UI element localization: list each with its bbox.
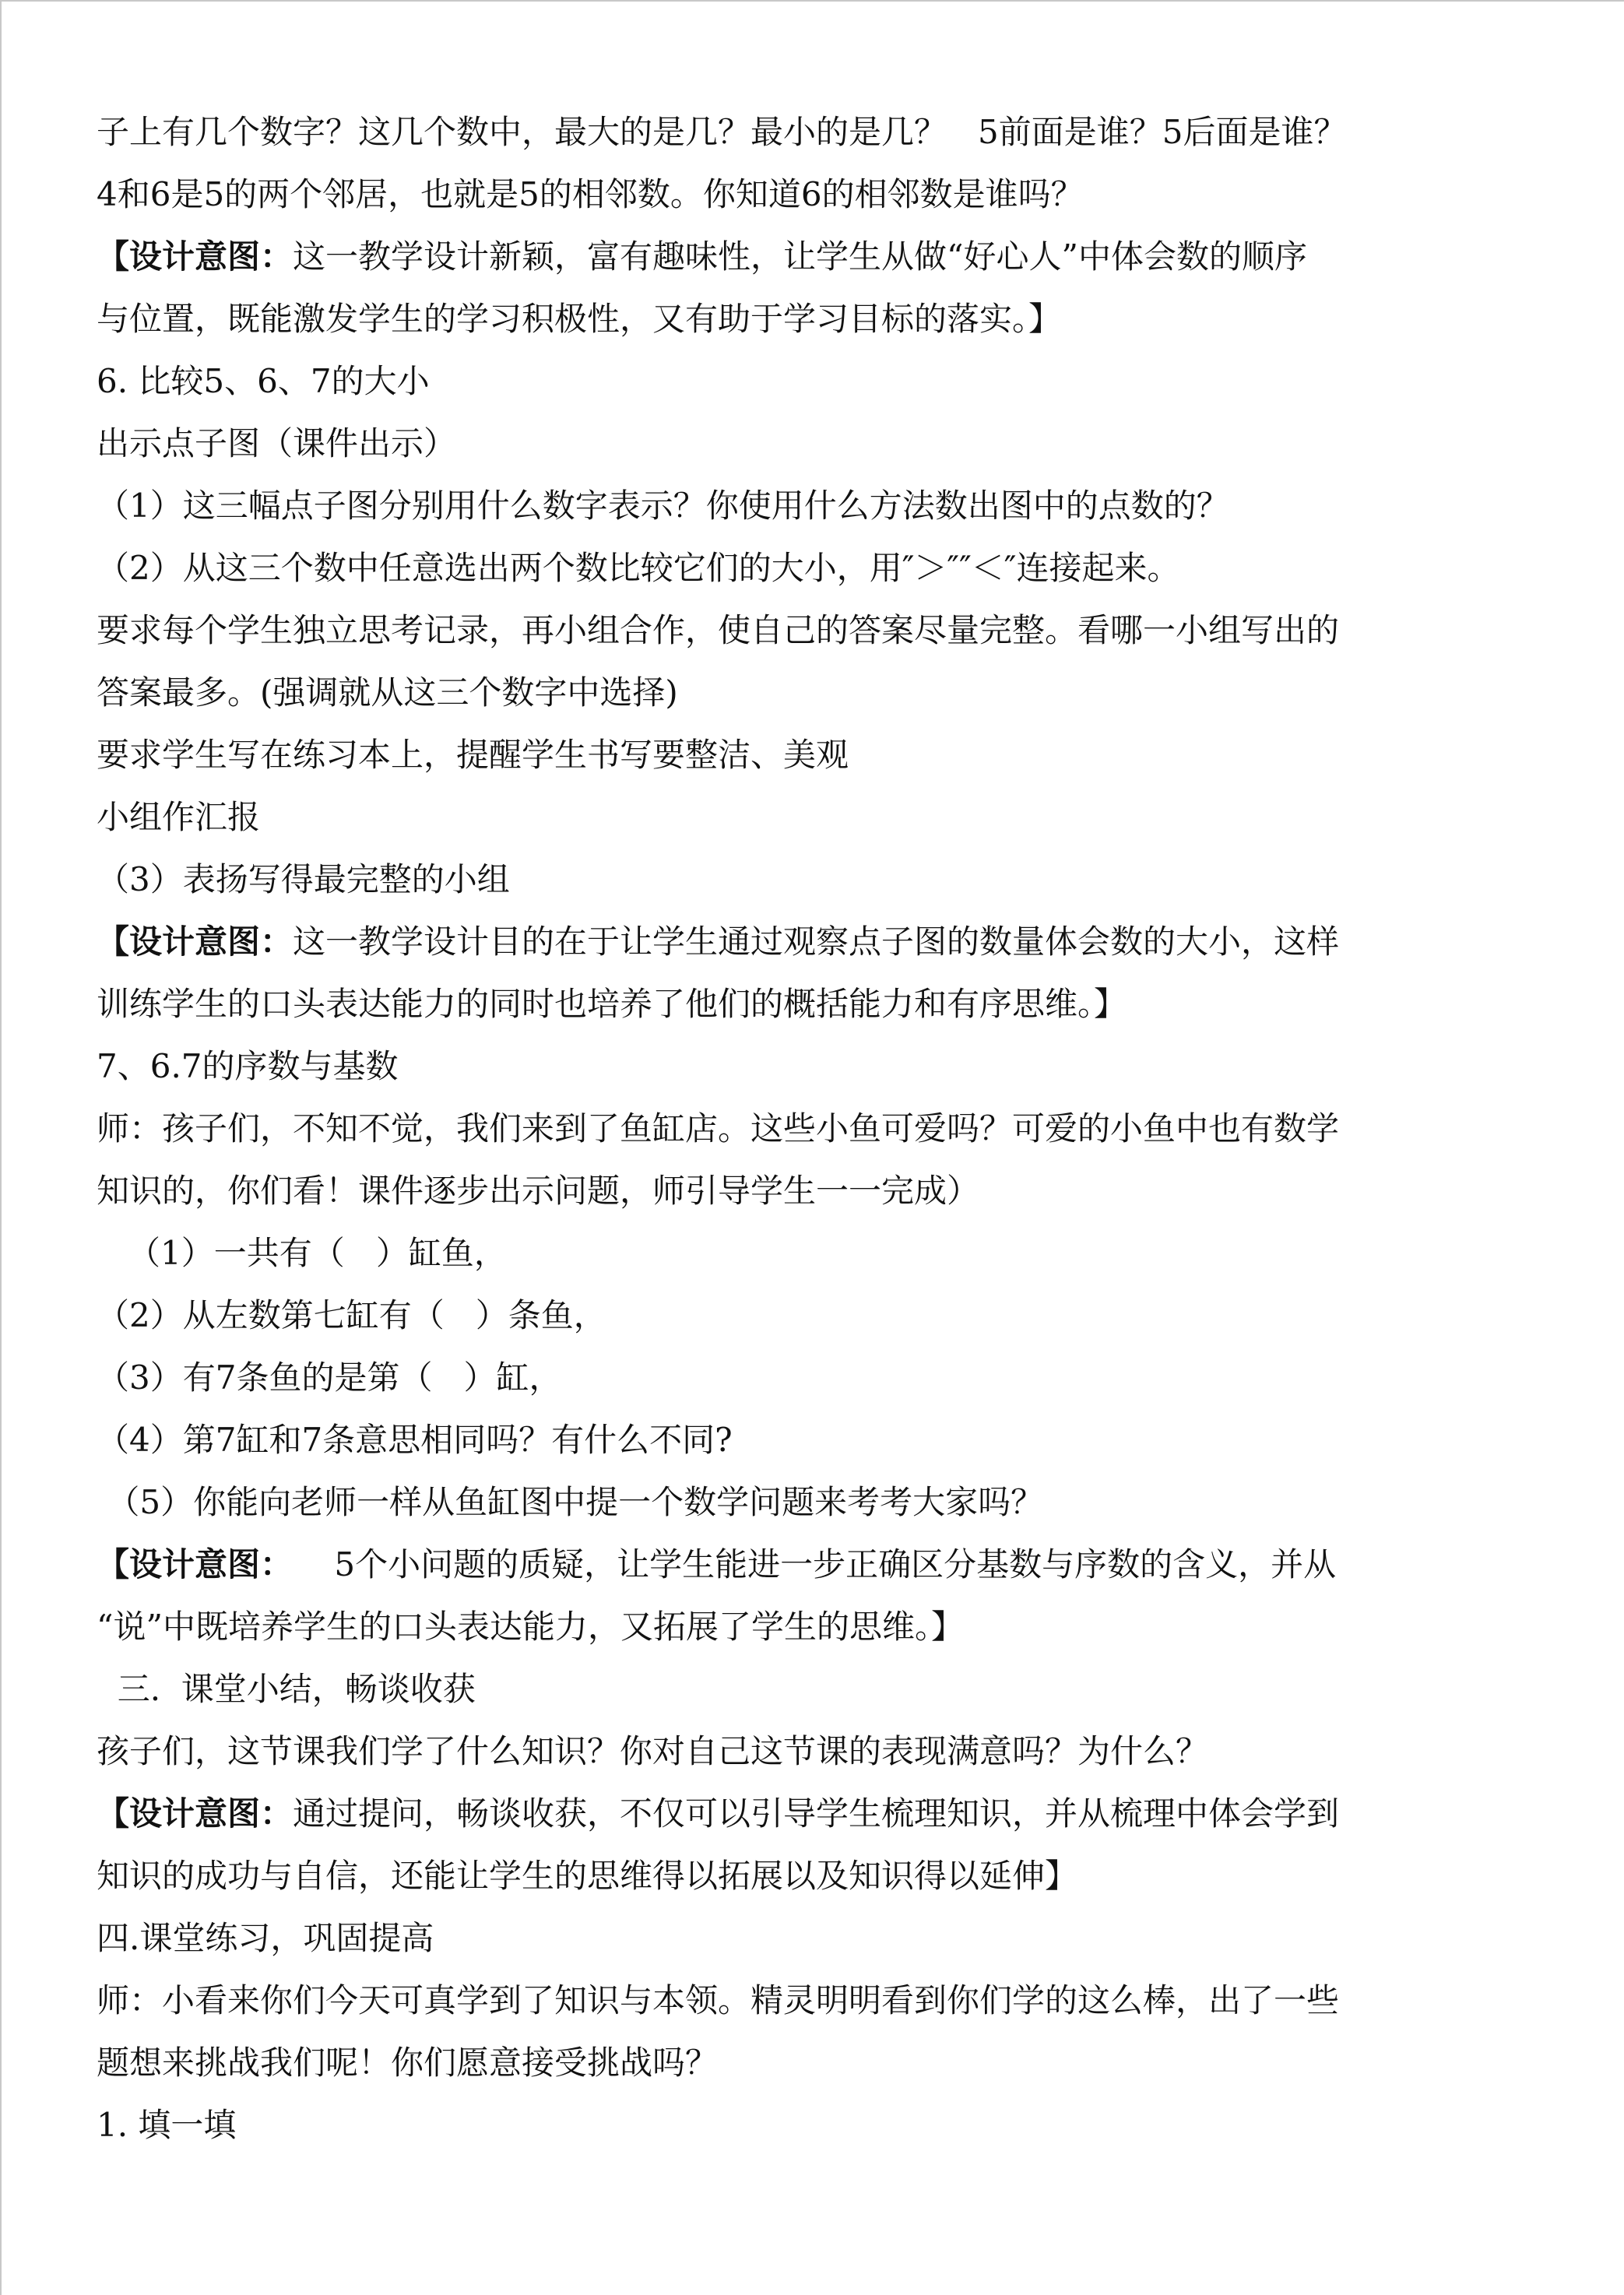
text-segment: 通过提问，畅谈收获，不仅可以引导学生梳理知识，并从梳理中体会学到 <box>293 1794 1340 1833</box>
text-line <box>97 609 1339 652</box>
text-segment: 7、6.7的序数与基数 <box>97 1047 399 1085</box>
text-segment: （4）第7缸和7条意思相同吗？有什么不同? <box>97 1421 733 1459</box>
text-segment: 答案最多。(强调就从这三个数字中选择) <box>97 673 678 712</box>
text-segment: 这一教学设计新颖，富有趣味性，让学生从做“好心人”中体会数的顺序 <box>293 237 1307 276</box>
text-segment: （3）表扬写得最完整的小组 <box>97 860 510 898</box>
text-line <box>97 1232 507 1275</box>
text-line <box>97 1169 979 1213</box>
text-segment: 小组作汇报 <box>97 798 261 836</box>
text-line <box>97 920 1339 964</box>
text-segment: （5）你能向老师一样从鱼缸图中提一个数学问题来考考大家吗？ <box>97 1483 1044 1521</box>
text-segment: （2）从这三个数中任意选出两个数比较它们的大小，用″＞″″＜″连接起来。 <box>97 549 1180 587</box>
text-segment: 三. 课堂小结，畅谈收获 <box>97 1670 476 1708</box>
text-segment: 4和6是5的两个邻居，也就是5的相邻数。你知道6的相邻数是谁吗？ <box>97 175 1084 213</box>
text-line <box>97 173 1084 216</box>
text-line <box>97 1107 1339 1151</box>
text-line <box>97 796 260 839</box>
text-segment: （1）这三幅点子图分别用什么数字表示？你使用什么方法数出图中的点数的？ <box>97 487 1229 525</box>
text-line <box>97 1294 606 1337</box>
text-line <box>97 733 849 777</box>
text-segment: 要求每个学生独立思考记录，再小组合作，使自己的答案尽量完整。看哪一小组写出的 <box>97 611 1340 649</box>
text-segment: 1. 填一填 <box>97 2106 237 2144</box>
text-line <box>97 2041 718 2085</box>
text-line <box>97 484 1229 528</box>
text-segment: 题想来挑战我们呢！你们愿意接受挑战吗？ <box>97 2044 719 2082</box>
text-line <box>97 858 510 901</box>
text-segment: 四.课堂练习，巩固提高 <box>97 1919 434 1957</box>
text-segment: 子上有几个数字？这几个数中，最大的是几？最小的是几？ 5前面是谁？5后面是谁？ <box>97 113 1347 151</box>
text-segment: 6. 比较5、6、7的大小 <box>97 362 430 400</box>
text-segment: 要求学生写在练习本上，提醒学生书写要整洁、美观 <box>97 736 849 774</box>
text-line <box>97 1418 733 1462</box>
text-line <box>97 547 1179 590</box>
text-segment: （3）有7条鱼的是第（ ）缸， <box>97 1358 562 1397</box>
text-line <box>97 1854 1077 1898</box>
text-segment: 训练学生的口头表达能力的同时也培养了他们的概括能力和有序思维。】 <box>97 985 1127 1023</box>
text-segment: 与位置，既能激发学生的学习积极性，又有助于学习目标的落实。】 <box>97 300 1062 338</box>
text-segment: 5个小问题的质疑，让学生能进一步正确区分基数与序数的含义，并从 <box>293 1545 1337 1583</box>
text-line <box>97 360 430 403</box>
text-line <box>97 1543 1336 1587</box>
text-segment: 这一教学设计目的在于让学生通过观察点子图的数量体会数的大小，这样 <box>293 923 1340 961</box>
text-segment: 孩子们，这节课我们学了什么知识？你对自己这节课的表现满意吗？为什么？ <box>97 1732 1209 1770</box>
text-segment: 知识的，你们看！课件逐步出示问题，师引导学生一一完成） <box>97 1172 980 1210</box>
text-line <box>97 1668 476 1711</box>
text-line <box>97 1917 434 1960</box>
text-line <box>97 671 678 715</box>
design-intent-label: 【设计意图： <box>97 1545 294 1583</box>
text-line <box>97 1979 1339 2023</box>
text-line <box>97 1045 399 1088</box>
text-line <box>97 422 456 466</box>
text-line <box>97 1481 1043 1524</box>
text-line <box>97 982 1127 1026</box>
text-line <box>97 1792 1339 1836</box>
text-segment: （1）一共有（ ）缸鱼， <box>97 1234 507 1272</box>
text-line <box>97 111 1347 154</box>
text-segment: （2）从左数第七缸有（ ）条鱼， <box>97 1296 606 1334</box>
text-line <box>97 1730 1208 1773</box>
text-segment: 师：小看来你们今天可真学到了知识与本领。精灵明明看到你们学的这么棒，出了一些 <box>97 1981 1340 2019</box>
design-intent-label: 【设计意图： <box>97 1794 294 1833</box>
text-segment: 知识的成功与自信，还能让学生的思维得以拓展以及知识得以延伸】 <box>97 1857 1078 1895</box>
text-line <box>97 1605 964 1649</box>
text-line <box>97 297 1061 341</box>
design-intent-label: 【设计意图： <box>97 923 294 961</box>
text-line <box>97 235 1307 279</box>
text-line <box>97 1356 562 1400</box>
design-intent-label: 【设计意图： <box>97 237 294 276</box>
text-segment: “说”中既培养学生的口头表达能力，又拓展了学生的思维。】 <box>97 1608 964 1646</box>
text-segment: 师：孩子们，不知不觉，我们来到了鱼缸店。这些小鱼可爱吗？可爱的小鱼中也有数学 <box>97 1109 1340 1148</box>
text-segment: 出示点子图（课件出示） <box>97 424 457 462</box>
text-line <box>97 2103 236 2147</box>
